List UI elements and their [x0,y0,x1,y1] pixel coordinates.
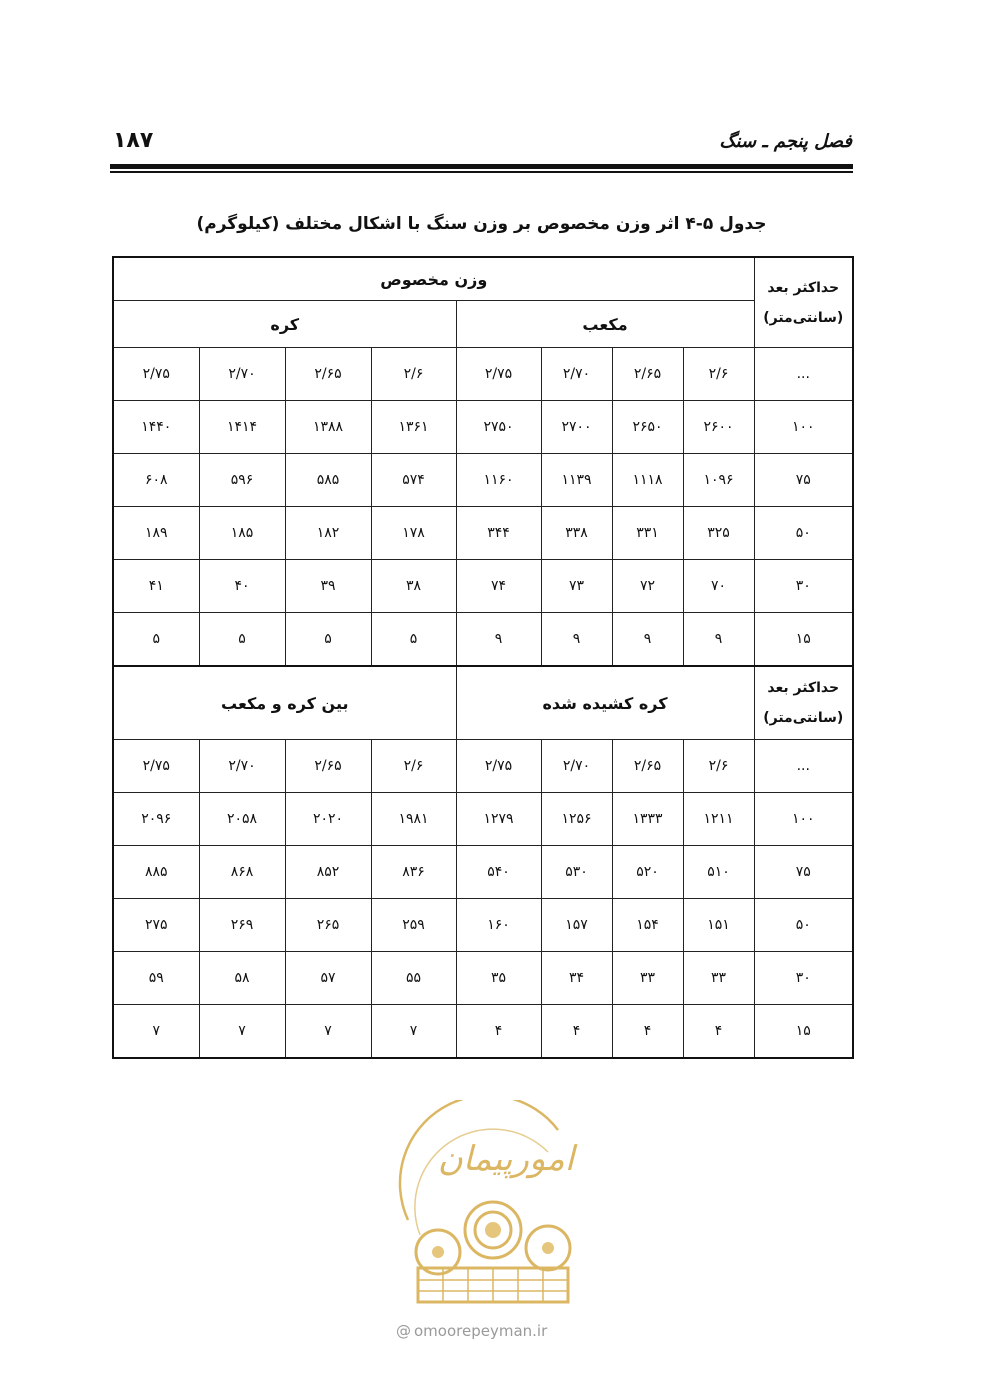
value-cell: ۱۱۱۸ [612,454,683,507]
table-container [112,256,852,1059]
table-row [113,899,853,952]
value-cell: ۱۵۴ [612,899,683,952]
value-cell: ۱۵۱ [683,899,754,952]
page-number: ۱۸۷ [113,128,154,153]
value-cell: ۲/۶ [371,348,456,401]
dim-cell: ۱۵ [754,1005,853,1059]
dim-cell: ۷۵ [754,846,853,899]
value-cell: ۱۶۰ [456,899,541,952]
at-icon: @ [396,1322,411,1340]
value-cell: ۲/۶۵ [612,348,683,401]
dim-cell: ... [754,740,853,793]
value-cell: ۲/۷۰ [199,740,285,793]
page-header [0,0,992,180]
dim-header-line1: حداکثر بعد [767,680,840,696]
value-cell: ۴ [541,1005,612,1059]
value-cell: ۷ [113,1005,199,1059]
logo-emblem-icon [388,1100,598,1310]
specific-weight-header: وزن مخصوص [113,257,754,301]
value-cell: ۳۳ [612,952,683,1005]
value-cell: ۸۳۶ [371,846,456,899]
value-cell: ۱۸۹ [113,507,199,560]
value-cell: ۹ [456,613,541,667]
dim-cell: ۵۰ [754,507,853,560]
table-row [113,952,853,1005]
table-row [113,793,853,846]
header-rule-thin [110,171,853,173]
value-cell: ۱۹۸۱ [371,793,456,846]
table-row [113,740,853,793]
dim-cell: ۱۰۰ [754,793,853,846]
value-cell: ۵۷ [285,952,371,1005]
dim-header [754,257,853,348]
value-cell: ۱۲۱۱ [683,793,754,846]
value-cell: ۲/۷۵ [113,740,199,793]
table-caption: جدول ۵-۴ اثر وزن مخصوص بر وزن سنگ با اشکال مختلف (کیلوگرم) [196,214,767,234]
value-cell: ۲/۷۰ [541,348,612,401]
value-cell: ۲/۶۵ [285,348,371,401]
value-cell: ۲۷۵۰ [456,401,541,454]
value-cell: ۲۵۹ [371,899,456,952]
value-cell: ۱۲۵۶ [541,793,612,846]
header-row-specific-weight [113,257,853,301]
value-cell: ۲۰۹۶ [113,793,199,846]
dim-cell: ۵۰ [754,899,853,952]
value-cell: ۱۴۴۰ [113,401,199,454]
value-cell: ۱۸۲ [285,507,371,560]
value-cell: ۱۱۳۹ [541,454,612,507]
dim-header-line2: (سانتی‌متر) [763,710,844,726]
value-cell: ۳۸ [371,560,456,613]
table-row [113,1005,853,1059]
table-row [113,507,853,560]
value-cell: ۱۷۸ [371,507,456,560]
group-sphere-header: کره [113,301,456,348]
value-cell: ۲۶۵۰ [612,401,683,454]
value-cell: ۳۲۵ [683,507,754,560]
value-cell: ۷۲ [612,560,683,613]
value-cell: ۲/۶ [683,740,754,793]
value-cell: ۶۰۸ [113,454,199,507]
value-cell: ۵۹۶ [199,454,285,507]
watermark-site [396,1322,596,1340]
value-cell: ۹ [683,613,754,667]
dim-cell: ۷۵ [754,454,853,507]
dim-header-line1: حداکثر بعد [767,279,840,296]
dim-header-line2: (سانتی‌متر) [763,309,844,326]
value-cell: ۸۵۲ [285,846,371,899]
header-row-shapes-1 [113,301,853,348]
value-cell: ۳۳ [683,952,754,1005]
value-cell: ۷ [199,1005,285,1059]
value-cell: ۵ [199,613,285,667]
table-row [113,560,853,613]
value-cell: ۴ [683,1005,754,1059]
value-cell: ۲۶۰۰ [683,401,754,454]
value-cell: ۲/۶ [371,740,456,793]
value-cell: ۵۱۰ [683,846,754,899]
value-cell: ۵ [285,613,371,667]
value-cell: ۱۰۹۶ [683,454,754,507]
table-row [113,348,853,401]
value-cell: ۵۵ [371,952,456,1005]
value-cell: ۷۴ [456,560,541,613]
value-cell: ۵ [371,613,456,667]
value-cell: ۱۳۳۳ [612,793,683,846]
header-row-shapes-2 [113,666,853,740]
group-elongated-sphere-header: کره کشیده شده [456,666,754,740]
chapter-title: فصل پنجم ـ سنگ [719,131,852,152]
value-cell: ۱۸۵ [199,507,285,560]
value-cell: ۴۱ [113,560,199,613]
value-cell: ۴ [456,1005,541,1059]
value-cell: ۲/۷۰ [199,348,285,401]
value-cell: ۸۶۸ [199,846,285,899]
dim-cell: ۳۰ [754,560,853,613]
value-cell: ۱۲۷۹ [456,793,541,846]
value-cell: ۵۹ [113,952,199,1005]
weight-table [112,256,854,1059]
value-cell: ۷ [371,1005,456,1059]
value-cell: ۵ [113,613,199,667]
value-cell: ۲/۷۵ [456,740,541,793]
value-cell: ۲/۶۵ [612,740,683,793]
value-cell: ۲/۷۵ [456,348,541,401]
value-cell: ۷ [285,1005,371,1059]
dim-cell: ... [754,348,853,401]
table-row [113,613,853,667]
table-row [113,846,853,899]
value-cell: ۳۵ [456,952,541,1005]
dim-header [754,666,853,740]
value-cell: ۵۳۰ [541,846,612,899]
value-cell: ۲۷۵ [113,899,199,952]
table-row [113,454,853,507]
value-cell: ۹ [541,613,612,667]
value-cell: ۳۴ [541,952,612,1005]
value-cell: ۳۴۴ [456,507,541,560]
watermark-logo [388,1100,598,1310]
value-cell: ۱۳۸۸ [285,401,371,454]
value-cell: ۲۷۰۰ [541,401,612,454]
value-cell: ۴ [612,1005,683,1059]
group-cube-header: مکعب [456,301,754,348]
group-between-header: بین کره و مکعب [113,666,456,740]
value-cell: ۲/۷۵ [113,348,199,401]
watermark-site-text: omoorepeyman.ir [414,1322,548,1340]
value-cell: ۲۶۹ [199,899,285,952]
table-row [113,401,853,454]
value-cell: ۱۴۱۴ [199,401,285,454]
value-cell: ۳۹ [285,560,371,613]
value-cell: ۴۰ [199,560,285,613]
value-cell: ۱۳۶۱ [371,401,456,454]
value-cell: ۵۲۰ [612,846,683,899]
header-rule-thick [110,164,853,169]
value-cell: ۵۷۴ [371,454,456,507]
value-cell: ۲۶۵ [285,899,371,952]
value-cell: ۷۳ [541,560,612,613]
logo-text: امورپیمان [437,1139,575,1179]
value-cell: ۲۰۲۰ [285,793,371,846]
value-cell: ۵۸۵ [285,454,371,507]
value-cell: ۲/۶ [683,348,754,401]
value-cell: ۲/۶۵ [285,740,371,793]
value-cell: ۵۸ [199,952,285,1005]
value-cell: ۷۰ [683,560,754,613]
value-cell: ۱۵۷ [541,899,612,952]
dim-cell: ۱۵ [754,613,853,667]
dim-cell: ۱۰۰ [754,401,853,454]
value-cell: ۳۳۱ [612,507,683,560]
value-cell: ۲/۷۰ [541,740,612,793]
dim-cell: ۳۰ [754,952,853,1005]
value-cell: ۱۱۶۰ [456,454,541,507]
value-cell: ۸۸۵ [113,846,199,899]
value-cell: ۲۰۵۸ [199,793,285,846]
value-cell: ۳۳۸ [541,507,612,560]
value-cell: ۹ [612,613,683,667]
value-cell: ۵۴۰ [456,846,541,899]
